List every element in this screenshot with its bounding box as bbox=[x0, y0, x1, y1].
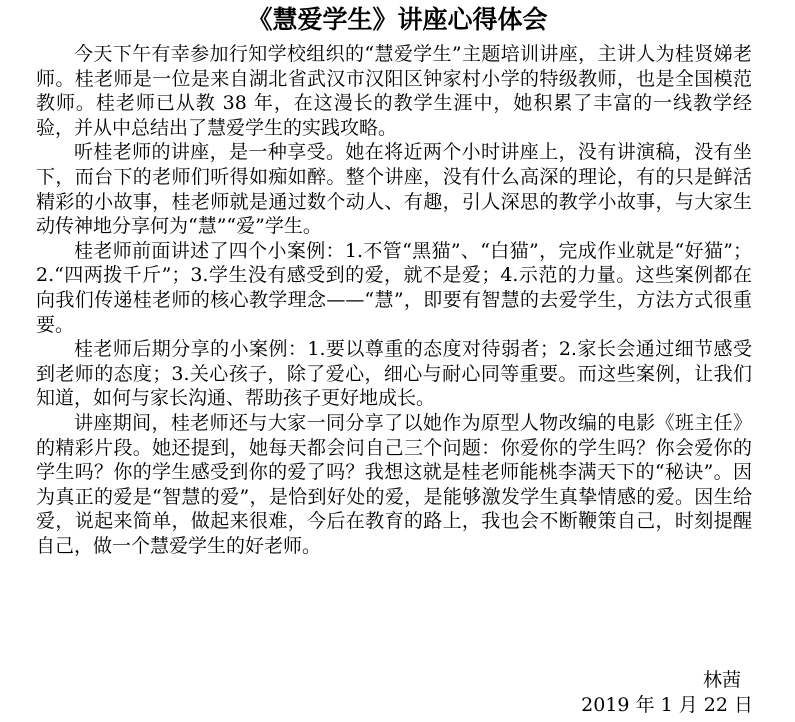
signature-date: 2019 年 1 月 22 日 bbox=[581, 693, 753, 716]
paragraph-5: 讲座期间，桂老师还与大家一同分享了以她作为原型人物改编的电影《班主任》的精彩片段。她还提到，她每天都会问自己三个问题：你爱你的学生吗？你会爱你的学生吗？你的学生感受到你的爱了吗？我想这就是桂老师能桃李满天下的“秘诀”。因为真正的爱是“智慧的爱”，是恰到好处的爱，是能够激发学生真挚情感的爱。因生给爱，说起来简单，做起来很难，今后在教育的路上，我也会不断鞭策自己，时刻提醒自己，做一个慧爱学生的好老师。 bbox=[36, 411, 752, 557]
document-body bbox=[36, 42, 752, 558]
signature-block bbox=[581, 668, 753, 717]
paragraph-2: 听桂老师的讲座，是一种享受。她在将近两个小时讲座上，没有讲演稿，没有坐下，而台下的老师们听得如痴如醉。整个讲座，没有什么高深的理论，有的只是鲜活精彩的小故事，桂老师就是通过数个动人、有趣，引人深思的教学小故事，与大家生动传神地分享何为“慧”“爱”学生。 bbox=[36, 141, 752, 238]
author-name: 林茜 bbox=[702, 669, 741, 691]
document-title: 《慧爱学生》讲座心得体会 bbox=[247, 5, 548, 34]
paragraph-1: 今天下午有幸参加行知学校组织的“慧爱学生”主题培训讲座，主讲人为桂贤娣老师。桂老师是一位是来自湖北省武汉市汉阳区钟家村小学的特级教师，也是全国模范教师。桂老师已从教 38 年，在这漫长的教学生涯中，她积累了丰富的一线教学经验，并从中总结出了慧爱学生的实践攻略。 bbox=[36, 43, 752, 139]
paragraph-4: 桂老师后期分享的小案例：1.要以尊重的态度对待弱者；2.家长会通过细节感受到老师的态度；3.关心孩子，除了爱心，细心与耐心同等重要。而这些案例，让我们知道，如何与家长沟通、帮助孩子更好地成长。 bbox=[36, 338, 752, 410]
paragraph-3: 桂老师前面讲述了四个小案例：1.不管“黑猫”、“白猫”，完成作业就是“好猫”；2.“四两拨千斤”；3.学生没有感受到的爱，就不是爱；4.示范的力量。这些案例都在向我们传递桂老师的核心教学理念——“慧”，即要有智慧的去爱学生，方法方式很重要。 bbox=[36, 239, 752, 336]
